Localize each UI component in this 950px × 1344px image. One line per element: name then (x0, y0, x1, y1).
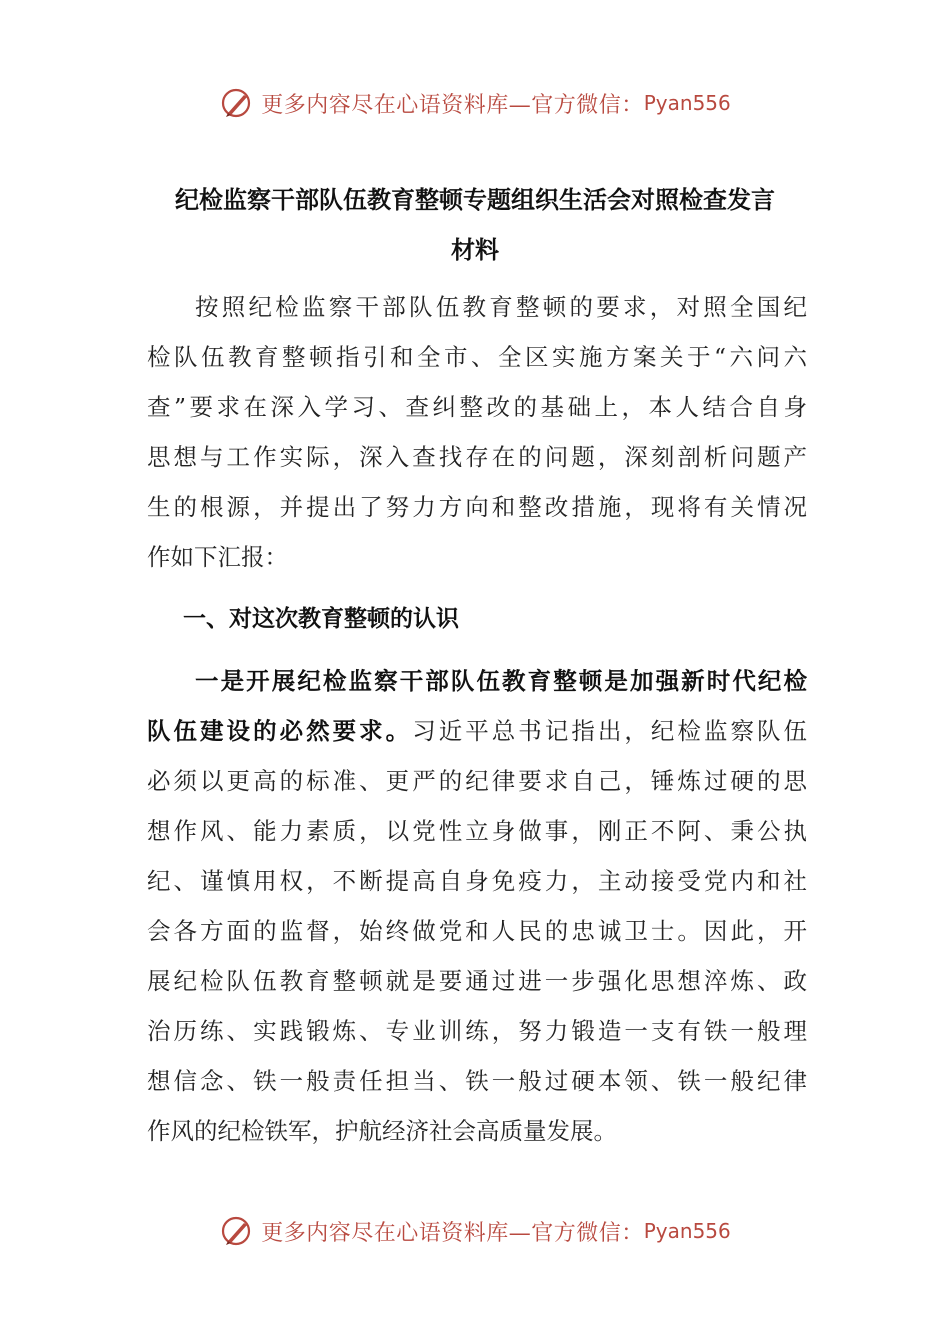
intro-line: 生的根源，并提出了努力方向和整改措施，现将有关情况 (147, 493, 807, 521)
footer-watermark-banner (0, 1206, 950, 1256)
body-line: 展纪检队伍教育整顿就是要通过进一步强化思想淬炼、政 (147, 967, 807, 995)
intro-line: 作如下汇报： (147, 543, 288, 571)
body-line: 必须以更高的标准、更严的纪律要求自己，锤炼过硬的思 (147, 767, 807, 795)
section-lead-rest: 习近平总书记指出，纪检监察队伍 (412, 717, 808, 745)
body-line: 想作风、能力素质，以党性立身做事，刚正不阿、秉公执 (147, 817, 807, 845)
section-lead-line: 一是开展纪检监察干部队伍教育整顿是加强新时代纪检 (195, 667, 807, 695)
banner-text: 更多内容尽在心语资料库—官方微信： (261, 1220, 644, 1246)
banner-contact: Pyan556 (643, 1219, 731, 1243)
intro-line: 思想与工作实际，深入查找存在的问题，深刻剖析问题产 (147, 443, 807, 471)
document-title-line-1: 纪检监察干部队伍教育整顿专题组织生活会对照检查发言 (175, 186, 775, 214)
body-line: 会各方面的监督，始终做党和人民的忠诚卫士。因此，开 (147, 917, 807, 945)
body-line: 想信念、铁一般责任担当、铁一般过硬本领、铁一般纪律 (147, 1067, 807, 1095)
document-title-line-2: 材料 (451, 236, 499, 264)
header-watermark-banner (0, 78, 950, 128)
pen-logo-icon (219, 1214, 253, 1248)
section-lead-bold: 队伍建设的必然要求。 (147, 717, 413, 745)
intro-line: 查”要求在深入学习、查纠整改的基础上，本人结合自身 (147, 393, 807, 421)
body-line: 作风的纪检铁军，护航经济社会高质量发展。 (147, 1117, 617, 1145)
banner-text: 更多内容尽在心语资料库—官方微信： (261, 92, 644, 118)
body-line: 纪、谨慎用权，不断提高自身免疫力，主动接受党内和社 (147, 867, 807, 895)
intro-line: 检队伍教育整顿指引和全市、全区实施方案关于“六问六 (147, 343, 807, 371)
pen-logo-icon (219, 86, 253, 120)
intro-line: 按照纪检监察干部队伍教育整顿的要求，对照全国纪 (195, 293, 807, 321)
section-lead-line-2 (147, 706, 807, 756)
banner-contact: Pyan556 (643, 91, 731, 115)
section-heading: 一、对这次教育整顿的认识 (183, 606, 459, 632)
body-line: 治历练、实践锻炼、专业训练，努力锻造一支有铁一般理 (147, 1017, 807, 1045)
